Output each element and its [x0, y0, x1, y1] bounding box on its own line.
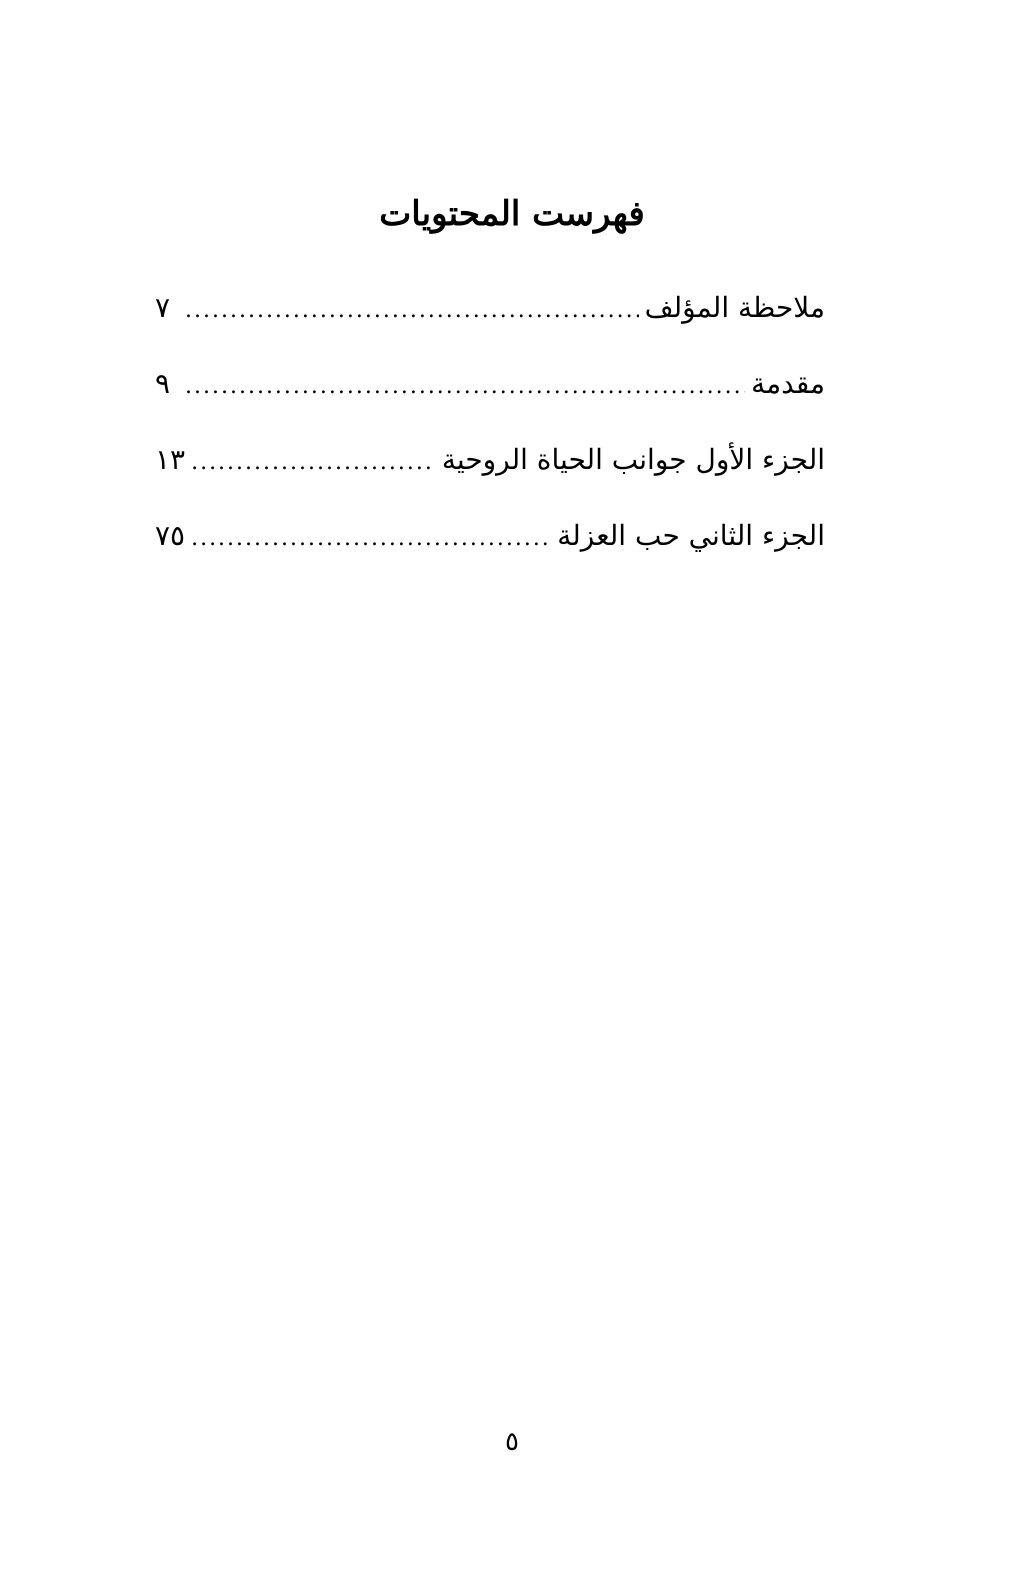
table-of-contents	[155, 280, 825, 584]
toc-entry	[155, 432, 825, 508]
toc-entry-page: ١٣	[155, 443, 186, 476]
toc-entry-label: مقدمة	[751, 367, 825, 400]
toc-entry-page: ٧	[155, 291, 171, 324]
toc-entry-label: ملاحظة المؤلف	[644, 291, 825, 324]
page-title: فهرست المحتويات	[379, 194, 645, 234]
toc-entry-page: ٧٥	[155, 519, 186, 552]
dot-leader	[185, 359, 745, 415]
toc-entry	[155, 508, 825, 584]
dot-leader	[191, 435, 436, 491]
toc-entry	[155, 356, 825, 432]
toc-entry-label: الجزء الأول جوانب الحياة الروحية	[441, 443, 825, 476]
dot-leader	[185, 283, 639, 339]
toc-entry-label: الجزء الثاني حب العزلة	[557, 519, 825, 552]
toc-entry-page: ٩	[155, 367, 171, 400]
page-number: ٥	[505, 1427, 519, 1457]
toc-entry	[155, 280, 825, 356]
dot-leader	[191, 511, 551, 567]
